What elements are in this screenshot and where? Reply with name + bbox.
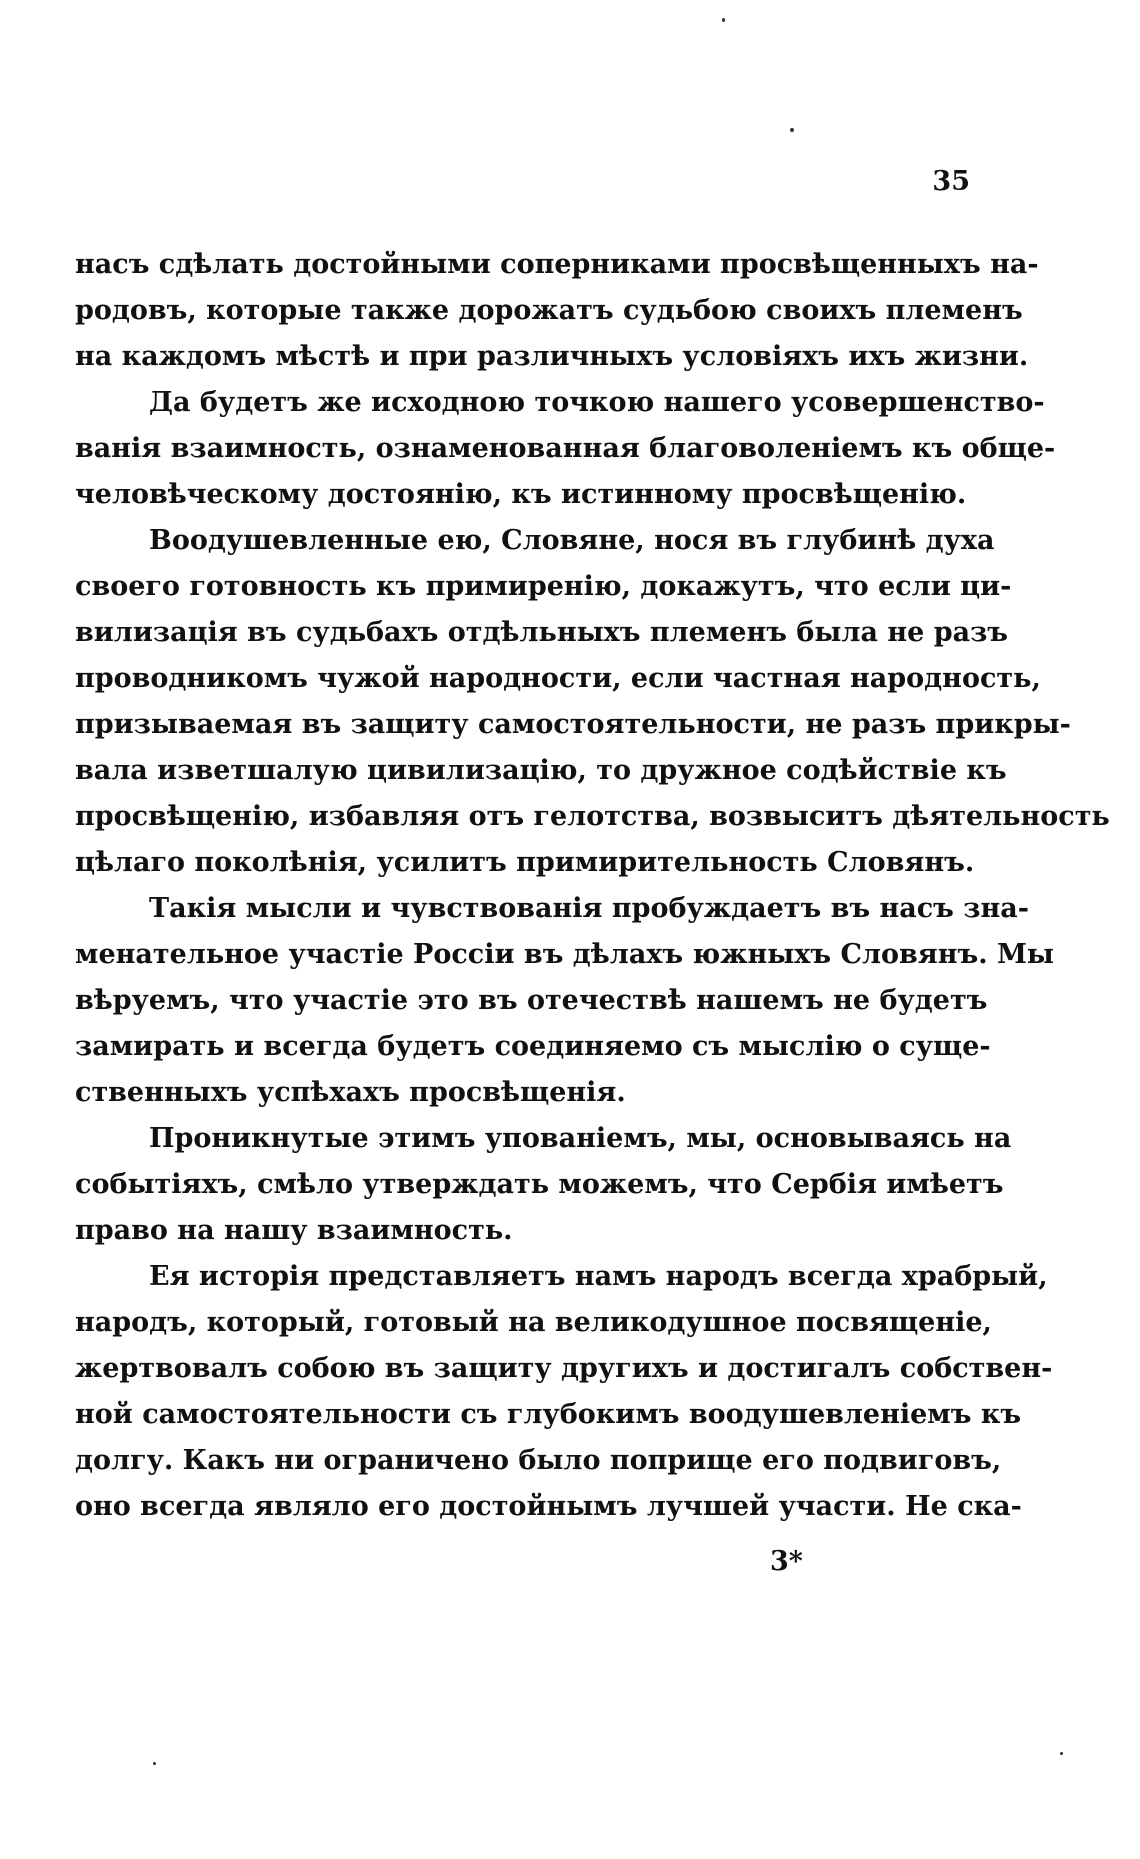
text-line: Такія мысли и чувствованія пробуждаетъ въ насъ зна-	[149, 893, 1029, 924]
printer-signature-mark: 3*	[770, 1546, 803, 1577]
text-line: долгу. Какъ ни ограничено было поприще его подвиговъ,	[75, 1445, 1002, 1476]
text-line: замирать и всегда будетъ соединяемо съ мыслію о суще-	[75, 1031, 991, 1062]
text-line: право на нашу взаимность.	[75, 1215, 513, 1246]
text-line: народъ, который, готовый на великодушное посвященіе,	[75, 1307, 992, 1338]
text-line: своего готовность къ примиренію, докажутъ, что если ци-	[75, 571, 1012, 602]
print-speck	[790, 128, 794, 132]
text-line: вала изветшалую цивилизацію, то дружное содѣйствіе къ	[75, 755, 1007, 786]
text-line: ванія взаимность, ознаменованная благоволеніемъ къ обще-	[75, 433, 1056, 464]
text-line: оно всегда являло его достойнымъ лучшей участи. Не ска-	[75, 1491, 1022, 1522]
print-speck	[153, 1762, 156, 1765]
text-line: Ея исторія представляетъ намъ народъ всегда храбрый,	[149, 1261, 1048, 1292]
text-line: человѣческому достоянію, къ истинному просвѣщенію.	[75, 479, 967, 510]
paragraph-2	[75, 380, 1056, 518]
page-number: 35	[932, 166, 970, 197]
text-line: событіяхъ, смѣло утверждать можемъ, что Сербія имѣетъ	[75, 1169, 1004, 1200]
print-speck	[722, 18, 725, 22]
paragraph-6	[75, 1254, 1053, 1530]
text-line: на каждомъ мѣстѣ и при различныхъ условіяхъ ихъ жизни.	[75, 341, 1029, 372]
text-line: менательное участіе Россіи въ дѣлахъ южныхъ Словянъ. Мы	[75, 939, 1054, 970]
text-line: насъ сдѣлать достойными соперниками просвѣщенныхъ на-	[75, 249, 1039, 280]
text-line: Проникнутые этимъ упованіемъ, мы, основываясь на	[149, 1123, 1012, 1154]
text-line: проводникомъ чужой народности, если частная народность,	[75, 663, 1041, 694]
text-line: ной самостоятельности съ глубокимъ воодушевленіемъ къ	[75, 1399, 1022, 1430]
paragraph-5	[75, 1116, 1012, 1254]
paragraph-1	[75, 242, 1039, 380]
text-line: Да будетъ же исходною точкою нашего усовершенство-	[149, 387, 1045, 418]
text-line: вѣруемъ, что участіе это въ отечествѣ нашемъ не будетъ	[75, 985, 988, 1016]
text-line: родовъ, которые также дорожатъ судьбою своихъ племенъ	[75, 295, 1023, 326]
text-line: просвѣщенію, избавляя отъ гелотства, возвыситъ дѣятельность	[75, 801, 1110, 832]
text-line: призываемая въ защиту самостоятельности, не разъ прикры-	[75, 709, 1071, 740]
body-text	[75, 242, 1110, 1530]
text-line: ственныхъ успѣхахъ просвѣщенія.	[75, 1077, 626, 1108]
print-speck	[1060, 1752, 1063, 1755]
paragraph-3	[75, 518, 1110, 886]
paragraph-4	[75, 886, 1054, 1116]
text-line: жертвовалъ собою въ защиту другихъ и достигалъ собствен-	[75, 1353, 1053, 1384]
text-line: Воодушевленные ею, Словяне, нося въ глубинѣ духа	[149, 525, 995, 556]
text-line: цѣлаго поколѣнія, усилитъ примирительность Словянъ.	[75, 847, 975, 878]
text-line: вилизація въ судьбахъ отдѣльныхъ племенъ была не разъ	[75, 617, 1009, 648]
